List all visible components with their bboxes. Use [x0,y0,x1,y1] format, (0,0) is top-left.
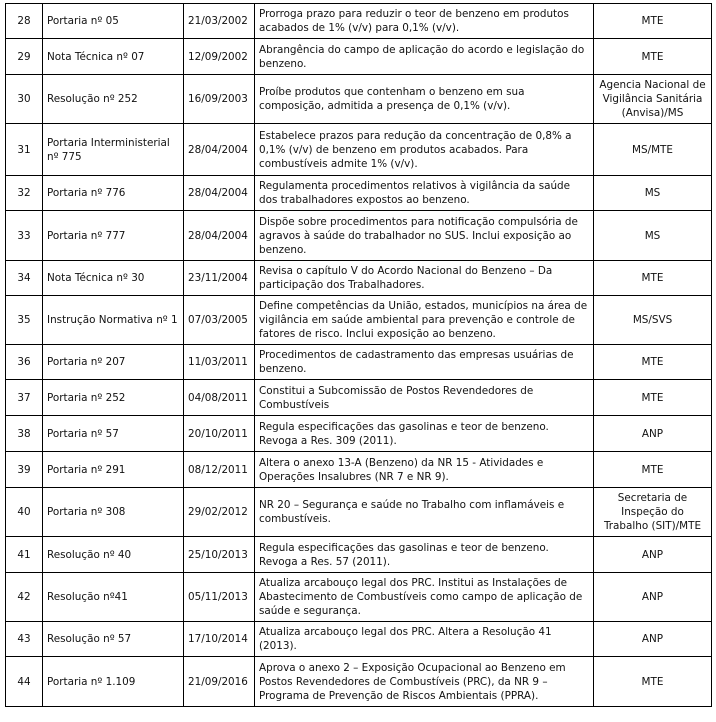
document-date: 11/03/2011 [184,345,255,380]
document-date: 28/04/2004 [184,124,255,176]
document-name: Nota Técnica nº 30 [43,261,184,296]
table-row [6,124,712,176]
document-date: 21/03/2002 [184,4,255,39]
document-description: Procedimentos de cadastramento das empresas usuárias de benzeno. [255,345,594,380]
document-name: Portaria nº 777 [43,211,184,261]
document-description: Constitui a Subcomissão de Postos Revendedores de Combustíveis [255,380,594,416]
table-row [6,296,712,345]
table-row [6,345,712,380]
row-number: 44 [6,657,43,707]
document-description: NR 20 – Segurança e saúde no Trabalho com inflamáveis e combustíveis. [255,488,594,537]
table-row [6,176,712,211]
row-number: 38 [6,416,43,452]
table-row [6,573,712,622]
document-name: Resolução nº 252 [43,75,184,124]
document-description: Regulamenta procedimentos relativos à vigilância da saúde dos trabalhadores expostos ao benzeno. [255,176,594,211]
row-number: 43 [6,622,43,657]
document-name: Portaria nº 308 [43,488,184,537]
issuing-body: ANP [594,573,712,622]
document-description: Define competências da União, estados, municípios na área de vigilância em saúde ambiental para prevenção e controle de fatores de risco. Inclui exposição ao benzeno. [255,296,594,345]
issuing-body: Agencia Nacional de Vigilância Sanitária (Anvisa)/MS [594,75,712,124]
row-number: 31 [6,124,43,176]
document-date: 29/02/2012 [184,488,255,537]
document-name: Portaria nº 291 [43,452,184,488]
document-description: Estabelece prazos para redução da concentração de 0,8% a 0,1% (v/v) de benzeno em produtos acabados. Para combustíveis admite 1% (v/v). [255,124,594,176]
row-number: 32 [6,176,43,211]
row-number: 41 [6,537,43,573]
issuing-body: MTE [594,4,712,39]
row-number: 36 [6,345,43,380]
table-row [6,452,712,488]
document-date: 17/10/2014 [184,622,255,657]
document-name: Portaria nº 776 [43,176,184,211]
table-row [6,39,712,75]
row-number: 30 [6,75,43,124]
document-name: Portaria nº 1.109 [43,657,184,707]
document-description: Regula especificações das gasolinas e teor de benzeno. Revoga a Res. 309 (2011). [255,416,594,452]
document-date: 21/09/2016 [184,657,255,707]
document-name: Instrução Normativa nº 1 [43,296,184,345]
issuing-body: MS [594,211,712,261]
row-number: 42 [6,573,43,622]
table-row [6,488,712,537]
issuing-body: MS/MTE [594,124,712,176]
document-description: Revisa o capítulo V do Acordo Nacional do Benzeno – Da participação dos Trabalhadores. [255,261,594,296]
document-name: Nota Técnica nº 07 [43,39,184,75]
issuing-body: MTE [594,345,712,380]
issuing-body: MTE [594,380,712,416]
table-row [6,537,712,573]
document-date: 23/11/2004 [184,261,255,296]
table-row [6,211,712,261]
row-number: 34 [6,261,43,296]
legislation-table [5,3,712,707]
document-date: 08/12/2011 [184,452,255,488]
document-description: Atualiza arcabouço legal dos PRC. Institui as Instalações de Abastecimento de Combustíveis como campo de aplicação de saúde e segurança. [255,573,594,622]
document-description: Prorroga prazo para reduzir o teor de benzeno em produtos acabados de 1% (v/v) para 0,1% (v/v). [255,4,594,39]
table-row [6,261,712,296]
issuing-body: ANP [594,537,712,573]
document-name: Portaria nº 252 [43,380,184,416]
issuing-body: MS/SVS [594,296,712,345]
issuing-body: MTE [594,452,712,488]
table-row [6,380,712,416]
row-number: 40 [6,488,43,537]
row-number: 35 [6,296,43,345]
document-description: Aprova o anexo 2 – Exposição Ocupacional ao Benzeno em Postos Revendedores de Combustíveis (PRC), da NR 9 – Programa de Prevenção de Riscos Ambientais (PPRA). [255,657,594,707]
document-date: 04/08/2011 [184,380,255,416]
issuing-body: MS [594,176,712,211]
document-date: 28/04/2004 [184,211,255,261]
row-number: 28 [6,4,43,39]
table-row [6,75,712,124]
issuing-body: Secretaria de Inspeção do Trabalho (SIT)/MTE [594,488,712,537]
legislation-table-body [6,4,712,707]
document-date: 16/09/2003 [184,75,255,124]
document-date: 20/10/2011 [184,416,255,452]
document-name: Portaria nº 207 [43,345,184,380]
document-description: Regula especificações das gasolinas e teor de benzeno. Revoga a Res. 57 (2011). [255,537,594,573]
document-name: Portaria nº 57 [43,416,184,452]
row-number: 33 [6,211,43,261]
document-date: 28/04/2004 [184,176,255,211]
issuing-body: ANP [594,622,712,657]
document-name: Portaria Interministerial nº 775 [43,124,184,176]
issuing-body: ANP [594,416,712,452]
document-name: Resolução nº 40 [43,537,184,573]
issuing-body: MTE [594,657,712,707]
document-date: 05/11/2013 [184,573,255,622]
document-date: 12/09/2002 [184,39,255,75]
row-number: 37 [6,380,43,416]
issuing-body: MTE [594,39,712,75]
row-number: 39 [6,452,43,488]
document-name: Resolução nº41 [43,573,184,622]
document-date: 07/03/2005 [184,296,255,345]
document-description: Abrangência do campo de aplicação do acordo e legislação do benzeno. [255,39,594,75]
document-description: Atualiza arcabouço legal dos PRC. Altera a Resolução 41 (2013). [255,622,594,657]
document-name: Resolução nº 57 [43,622,184,657]
document-description: Dispõe sobre procedimentos para notificação compulsória de agravos à saúde do trabalhador no SUS. Inclui exposição ao benzeno. [255,211,594,261]
document-description: Altera o anexo 13-A (Benzeno) da NR 15 - Atividades e Operações Insalubres (NR 7 e NR 9). [255,452,594,488]
table-row [6,622,712,657]
table-row [6,4,712,39]
document-date: 25/10/2013 [184,537,255,573]
table-row [6,416,712,452]
row-number: 29 [6,39,43,75]
issuing-body: MTE [594,261,712,296]
document-name: Portaria nº 05 [43,4,184,39]
document-description: Proíbe produtos que contenham o benzeno em sua composição, admitida a presença de 0,1% (v/v). [255,75,594,124]
table-row [6,657,712,707]
